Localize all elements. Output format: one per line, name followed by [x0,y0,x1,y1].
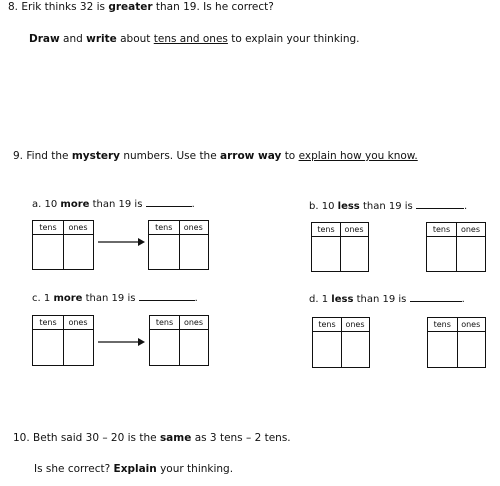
place-value-chart-a-start[interactable] [32,220,94,270]
q9a-bold: more [60,199,90,210]
q10-line2-after: your thinking. [160,463,234,475]
place-value-chart-d-start[interactable] [312,317,370,368]
q8-text-after: than 19. Is he correct? [155,1,274,13]
tens-header: tens [433,320,451,329]
q9a-label: a. [32,199,42,210]
q8-number: 8. [8,1,19,13]
ones-header: ones [68,223,88,232]
tens-header: tens [318,320,336,329]
tens-header: tens [39,318,57,327]
q9c-before: 1 [43,293,51,304]
ones-header: ones [344,225,364,234]
ones-header: ones [183,318,204,327]
q9c-end: . [194,293,198,304]
question-8 [8,1,274,13]
q9d-before: 1 [321,294,329,305]
place-value-chart-c-start[interactable] [32,315,94,366]
q9d-end: . [461,294,465,305]
q10-line2-before: Is she correct? [34,463,111,475]
q9b-end: . [463,201,468,212]
q9a-before: 10 [44,199,58,210]
q8-text-before: Erik thinks 32 is [21,1,105,13]
q9c-after: than 19 is [85,293,136,304]
q9b-bold: less [337,201,360,212]
tens-header: tens [432,225,451,234]
q9d-label: d. [309,294,319,305]
q9d-bold: less [331,294,354,305]
q9-bold-arrow-way: arrow way [220,150,282,162]
place-value-chart-a-end[interactable] [148,220,209,270]
q9d-answer-blank[interactable] [410,292,462,302]
q8-tens-and-ones: tens and ones [153,33,228,45]
q9-underlined: explain how you know. [298,150,418,162]
q9b-prompt [309,199,467,213]
tens-header: tens [155,318,174,327]
q9c-bold: more [53,293,83,304]
q10-bold-same: same [159,432,192,444]
q8-end: to explain your thinking. [231,33,360,45]
q9b-answer-blank[interactable] [416,199,464,209]
q8-bold-word: greater [108,1,153,13]
tens-header: tens [155,223,173,232]
place-value-chart-b-start[interactable] [311,222,369,272]
arrow-a-icon [96,236,146,248]
q10-number: 10. [13,432,30,444]
q9b-label: b. [309,201,319,212]
q9-bold-mystery: mystery [71,150,121,162]
q9a-prompt [32,197,195,211]
tens-header: tens [39,223,57,232]
q9d-prompt [309,292,465,306]
q8-write: write [86,33,117,45]
q9-text-before: Find the [26,150,69,162]
q9b-after: than 19 is [362,201,413,212]
q9d-after: than 19 is [356,294,407,305]
q10-text-before: Beth said 30 – 20 is the [33,432,157,444]
question-10 [13,432,291,444]
q9c-answer-blank[interactable] [139,291,195,301]
q9-number: 9. [13,150,24,162]
arrow-c-icon [96,336,146,348]
tens-header: tens [317,225,335,234]
place-value-chart-b-end[interactable] [426,222,486,272]
q9-text-mid: numbers. Use the [123,150,217,162]
q9c-prompt [32,291,198,305]
question-8-instructions [29,33,360,45]
q8-draw: Draw [29,33,60,45]
q9c-label: c. [32,293,41,304]
q9a-after: than 19 is [92,199,143,210]
ones-header: ones [345,320,365,329]
ones-header: ones [461,320,481,329]
ones-header: ones [460,225,481,234]
q9a-end: . [191,199,195,210]
question-9 [13,150,418,162]
q8-about: about [120,33,151,45]
q10-bold-explain: Explain [113,463,157,475]
q9b-before: 10 [321,201,335,212]
q9a-answer-blank[interactable] [146,197,192,207]
q10-text-after: as 3 tens – 2 tens. [194,432,291,444]
question-10-instructions [34,463,233,475]
ones-header: ones [183,223,203,232]
ones-header: ones [68,318,88,327]
q9-text-to: to [284,150,296,162]
q8-and: and [63,33,83,45]
place-value-chart-c-end[interactable] [149,315,209,366]
place-value-chart-d-end[interactable] [427,317,486,368]
